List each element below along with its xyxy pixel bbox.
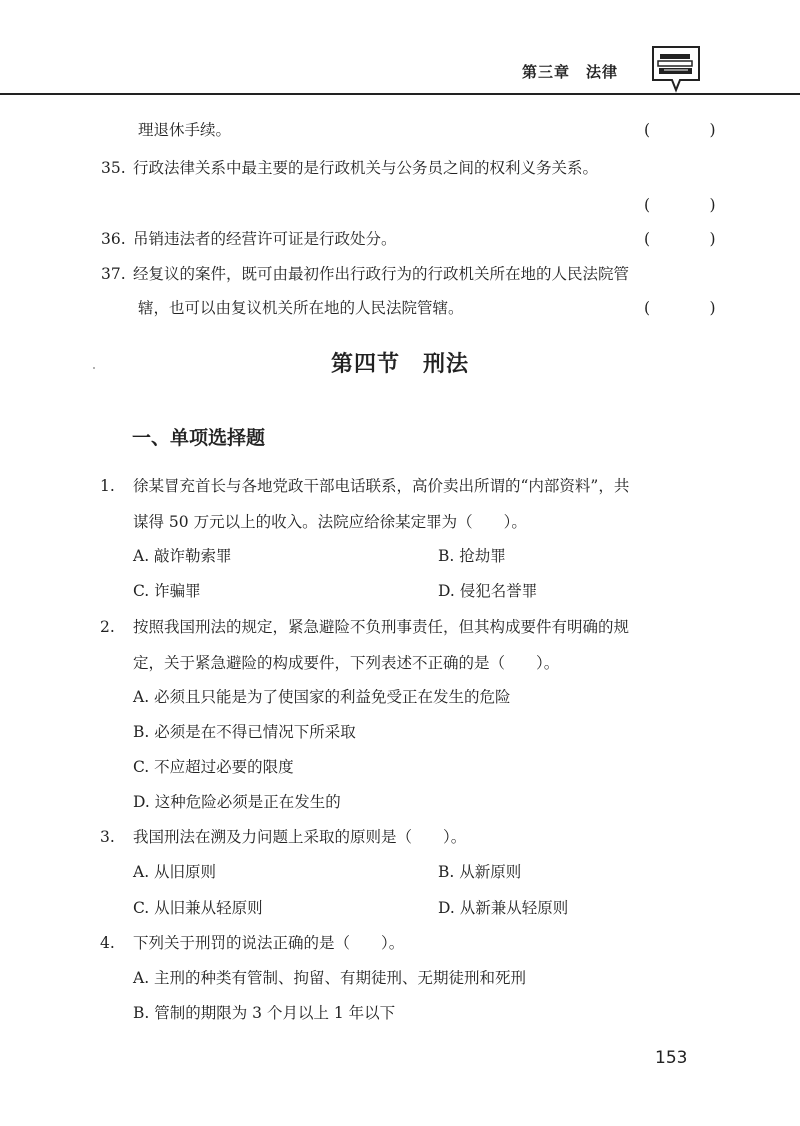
question-1-line-2: 谋得 50 万元以上的收入。法院应给徐某定罪为（ ）。 <box>133 513 527 531</box>
book-stack-icon <box>650 44 702 94</box>
question-37-line-2: 辖，也可以由复议机关所在地的人民法院管辖。 <box>138 299 464 317</box>
question-35-text: 行政法律关系中最主要的是行政机关与公务员之间的权利义务关系。 <box>133 159 599 177</box>
question-number: 2. <box>100 618 115 636</box>
subsection-title: 一、单项选择题 <box>132 427 266 449</box>
option-d: D. 这种危险必须是正在发生的 <box>133 793 341 811</box>
answer-paren-34: ( ) <box>644 121 738 139</box>
option-a: A. 必须且只能是为了使国家的利益免受正在发生的危险 <box>133 688 511 706</box>
question-3-line-1: 我国刑法在溯及力问题上采取的原则是（ ）。 <box>133 828 467 846</box>
question-36-text: 吊销违法者的经营许可证是行政处分。 <box>133 230 397 248</box>
question-number: 35. <box>101 159 126 177</box>
question-4-line-1: 下列关于刑罚的说法正确的是（ ）。 <box>133 934 405 952</box>
question-2-line-2: 定，关于紧急避险的构成要件，下列表述不正确的是（ ）。 <box>133 654 560 672</box>
running-header: 第三章 法律 <box>522 63 619 81</box>
question-number: 36. <box>101 230 126 248</box>
option-c: C. 诈骗罪 <box>133 582 201 600</box>
option-a: A. 敲诈勒索罪 <box>133 547 232 565</box>
option-a: A. 从旧原则 <box>133 863 217 881</box>
section-title: 第四节 刑法 <box>330 352 469 377</box>
question-34-continuation: 理退休手续。 <box>138 121 232 139</box>
option-b: B. 必须是在不得已情况下所采取 <box>133 723 356 741</box>
question-number: 1. <box>100 477 115 495</box>
option-b: B. 管制的期限为 3 个月以上 1 年以下 <box>133 1004 396 1022</box>
question-number: 3. <box>100 828 115 846</box>
question-2-line-1: 按照我国刑法的规定，紧急避险不负刑事责任，但其构成要件有明确的规 <box>133 618 630 636</box>
page-number: 153 <box>655 1048 688 1068</box>
answer-paren-36: ( ) <box>644 230 738 248</box>
option-a: A. 主刑的种类有管制、拘留、有期徒刑、无期徒刑和死刑 <box>133 969 527 987</box>
option-c: C. 从旧兼从轻原则 <box>133 899 263 917</box>
answer-paren-35: ( ) <box>644 196 738 214</box>
question-number: 37. <box>101 265 126 283</box>
answer-paren-37: ( ) <box>644 299 738 317</box>
option-b: B. 从新原则 <box>438 863 522 881</box>
question-1-line-1: 徐某冒充首长与各地党政干部电话联系，高价卖出所谓的“内部资料”，共 <box>133 477 630 495</box>
header-rule <box>0 93 800 95</box>
option-c: C. 不应超过必要的限度 <box>133 758 294 776</box>
question-number: 4. <box>100 934 115 952</box>
option-b: B. 抢劫罪 <box>438 547 506 565</box>
question-37-line-1: 经复议的案件，既可由最初作出行政行为的行政机关所在地的人民法院管 <box>133 265 630 283</box>
option-d: D. 从新兼从轻原则 <box>438 899 569 917</box>
option-d: D. 侵犯名誉罪 <box>438 582 538 600</box>
